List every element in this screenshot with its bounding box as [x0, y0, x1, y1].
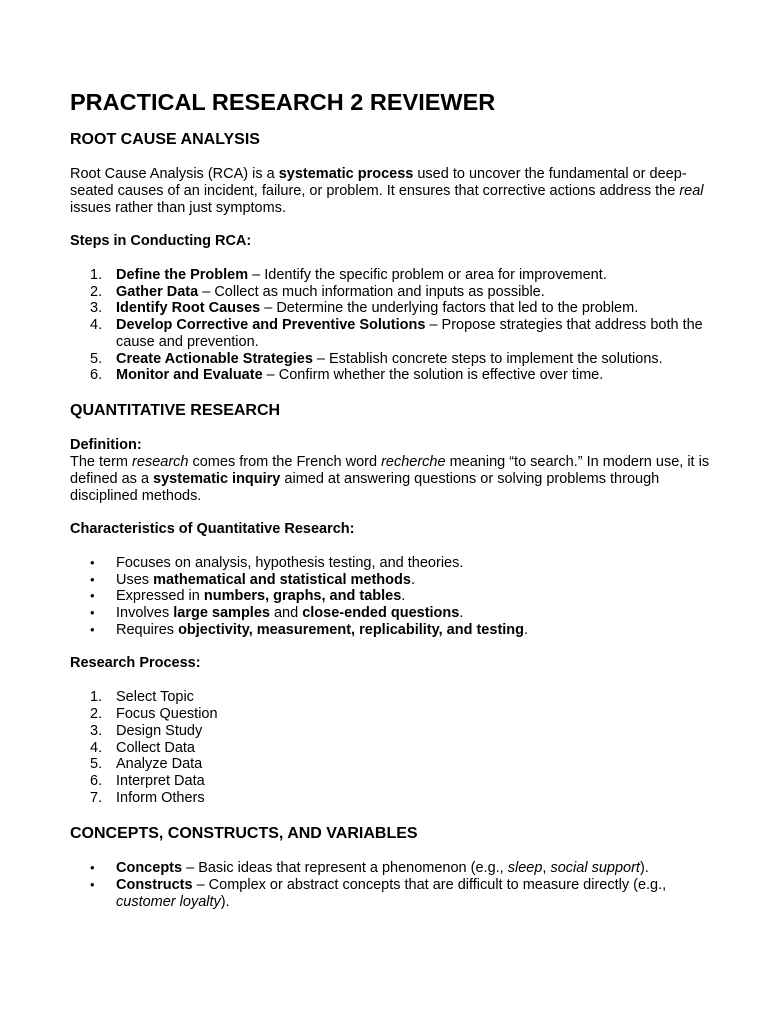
text-run: Inform Others — [116, 789, 205, 806]
text-run: – Collect as much information and inputs as possible. — [198, 283, 545, 300]
text-run: , — [542, 860, 551, 877]
document-page — [70, 86, 710, 910]
text-run: Interpret Data — [116, 772, 205, 789]
text-run-bold: large samples — [173, 605, 270, 622]
process-list — [70, 689, 710, 806]
text-run: aimed at answering questions or solving problems through disciplined methods. — [70, 470, 660, 504]
rca-steps-heading: Steps in Conducting RCA: — [70, 233, 252, 249]
list-number: 2. — [90, 706, 103, 723]
list-item — [70, 756, 710, 773]
text-run: Design Study — [116, 722, 203, 739]
list-item — [70, 689, 710, 706]
text-run-bold: Concepts — [116, 860, 183, 877]
text-run: comes from the French word — [188, 453, 382, 470]
list-item — [70, 317, 710, 350]
list-item — [70, 588, 710, 605]
bullet-icon: • — [90, 571, 95, 587]
text-run: Requires — [116, 621, 179, 638]
text-run: – Confirm whether the solution is effective over time. — [262, 367, 604, 384]
text-run: Select Topic — [116, 689, 194, 706]
list-item — [70, 267, 710, 284]
text-run: Root Cause Analysis (RCA) is a — [70, 166, 279, 182]
list-item — [70, 555, 710, 572]
text-run: . — [401, 588, 406, 605]
text-run-italic: customer loyalty — [116, 893, 221, 910]
text-run: Expressed in — [116, 588, 204, 605]
text-run: meaning “to search.” In modern use, it is defined as a — [70, 453, 710, 487]
text-run: – Determine the underlying factors that led to the problem. — [260, 300, 639, 317]
list-item — [70, 367, 710, 384]
list-item — [70, 740, 710, 757]
text-run: Involves — [116, 605, 174, 622]
characteristics-list — [70, 555, 710, 639]
text-run: – Identify the specific problem or area for improvement. — [248, 267, 607, 283]
text-run-bold: numbers, graphs, and tables — [203, 588, 402, 605]
list-item — [70, 723, 710, 740]
text-run: Analyze Data — [116, 756, 203, 773]
list-number: 1. — [90, 267, 103, 283]
text-run-bold: Monitor and Evaluate — [116, 367, 263, 384]
rca-intro-paragraph — [70, 166, 710, 217]
bullet-icon: • — [90, 877, 95, 893]
list-number: 3. — [90, 300, 103, 317]
bullet-icon: • — [90, 588, 95, 604]
text-run-italic: social support — [550, 860, 640, 877]
list-item — [70, 572, 710, 589]
list-item — [70, 351, 710, 368]
document-title: PRACTICAL RESEARCH 2 REVIEWER — [70, 89, 496, 115]
text-run: issues rather than just symptoms. — [70, 200, 286, 216]
list-number: 3. — [90, 722, 103, 739]
text-run-bold: close-ended questions — [302, 605, 460, 622]
list-item — [70, 877, 710, 910]
text-run-bold: systematic process — [278, 166, 414, 182]
text-run-italic: research — [132, 453, 189, 470]
definition-paragraph — [70, 454, 710, 505]
text-run-bold: mathematical and statistical methods — [153, 571, 411, 588]
text-run: – Propose strategies that address both the cause and prevention. — [116, 317, 703, 350]
list-item — [70, 284, 710, 301]
list-number: 4. — [90, 739, 103, 756]
text-run-bold: Develop Corrective and Preventive Solutions — [116, 317, 426, 334]
concepts-list — [70, 860, 710, 910]
list-item — [70, 622, 710, 639]
list-number: 5. — [90, 350, 103, 367]
text-run-bold: Constructs — [116, 877, 193, 894]
text-run-italic: sleep — [507, 860, 543, 877]
text-run: . — [459, 605, 464, 622]
bullet-icon: • — [90, 860, 95, 876]
text-run: – Complex or abstract concepts that are difficult to measure directly (e.g., — [192, 877, 667, 894]
text-run: Focuses on analysis, hypothesis testing, and theories. — [116, 554, 464, 571]
list-number: 2. — [90, 283, 103, 300]
text-run: – Basic ideas that represent a phenomenon (e.g., — [182, 860, 508, 877]
process-heading: Research Process: — [70, 655, 201, 672]
rca-steps-list — [70, 267, 710, 384]
list-item — [70, 773, 710, 790]
text-run-bold: Define the Problem — [116, 267, 249, 283]
text-run: – Establish concrete steps to implement the solutions. — [312, 350, 663, 367]
characteristics-heading: Characteristics of Quantitative Research: — [70, 520, 355, 537]
definition-label: Definition: — [70, 436, 142, 453]
text-run-italic: recherche — [381, 453, 446, 470]
text-run: Uses — [116, 571, 154, 588]
text-run: . — [524, 621, 529, 638]
list-item — [70, 605, 710, 622]
text-run-bold: Create Actionable Strategies — [116, 350, 313, 367]
list-number: 5. — [90, 756, 103, 773]
text-run: ). — [639, 860, 649, 877]
section-heading-quantitative: QUANTITATIVE RESEARCH — [70, 401, 281, 419]
text-run: Focus Question — [116, 706, 218, 723]
list-number: 1. — [90, 689, 103, 706]
text-run: used to uncover the fundamental or deep-seated causes of an incident, failure, or problem. It ensures that corrective actions address the — [70, 166, 687, 199]
text-run: Collect Data — [116, 739, 195, 756]
text-run-italic: real — [679, 183, 704, 199]
text-run-bold: Identify Root Causes — [116, 300, 261, 317]
text-run: . — [410, 571, 415, 588]
text-run: and — [269, 605, 303, 622]
list-number: 7. — [90, 789, 103, 806]
list-number: 4. — [90, 317, 103, 334]
text-run-bold: Gather Data — [116, 283, 199, 300]
bullet-icon: • — [90, 605, 95, 621]
section-heading-rca: ROOT CAUSE ANALYSIS — [70, 131, 260, 148]
list-item — [70, 706, 710, 723]
text-run-bold: objectivity, measurement, replicability, and testing — [178, 621, 525, 638]
text-run: ). — [220, 893, 230, 910]
bullet-icon: • — [90, 621, 95, 637]
list-number: 6. — [90, 772, 103, 789]
list-item — [70, 300, 710, 317]
text-run-bold: systematic inquiry — [153, 470, 281, 487]
list-item — [70, 790, 710, 807]
list-number: 6. — [90, 367, 103, 384]
section-heading-concepts: CONCEPTS, CONSTRUCTS, AND VARIABLES — [70, 825, 418, 843]
list-item — [70, 860, 710, 877]
bullet-icon: • — [90, 554, 95, 570]
text-run: The term — [70, 453, 133, 470]
